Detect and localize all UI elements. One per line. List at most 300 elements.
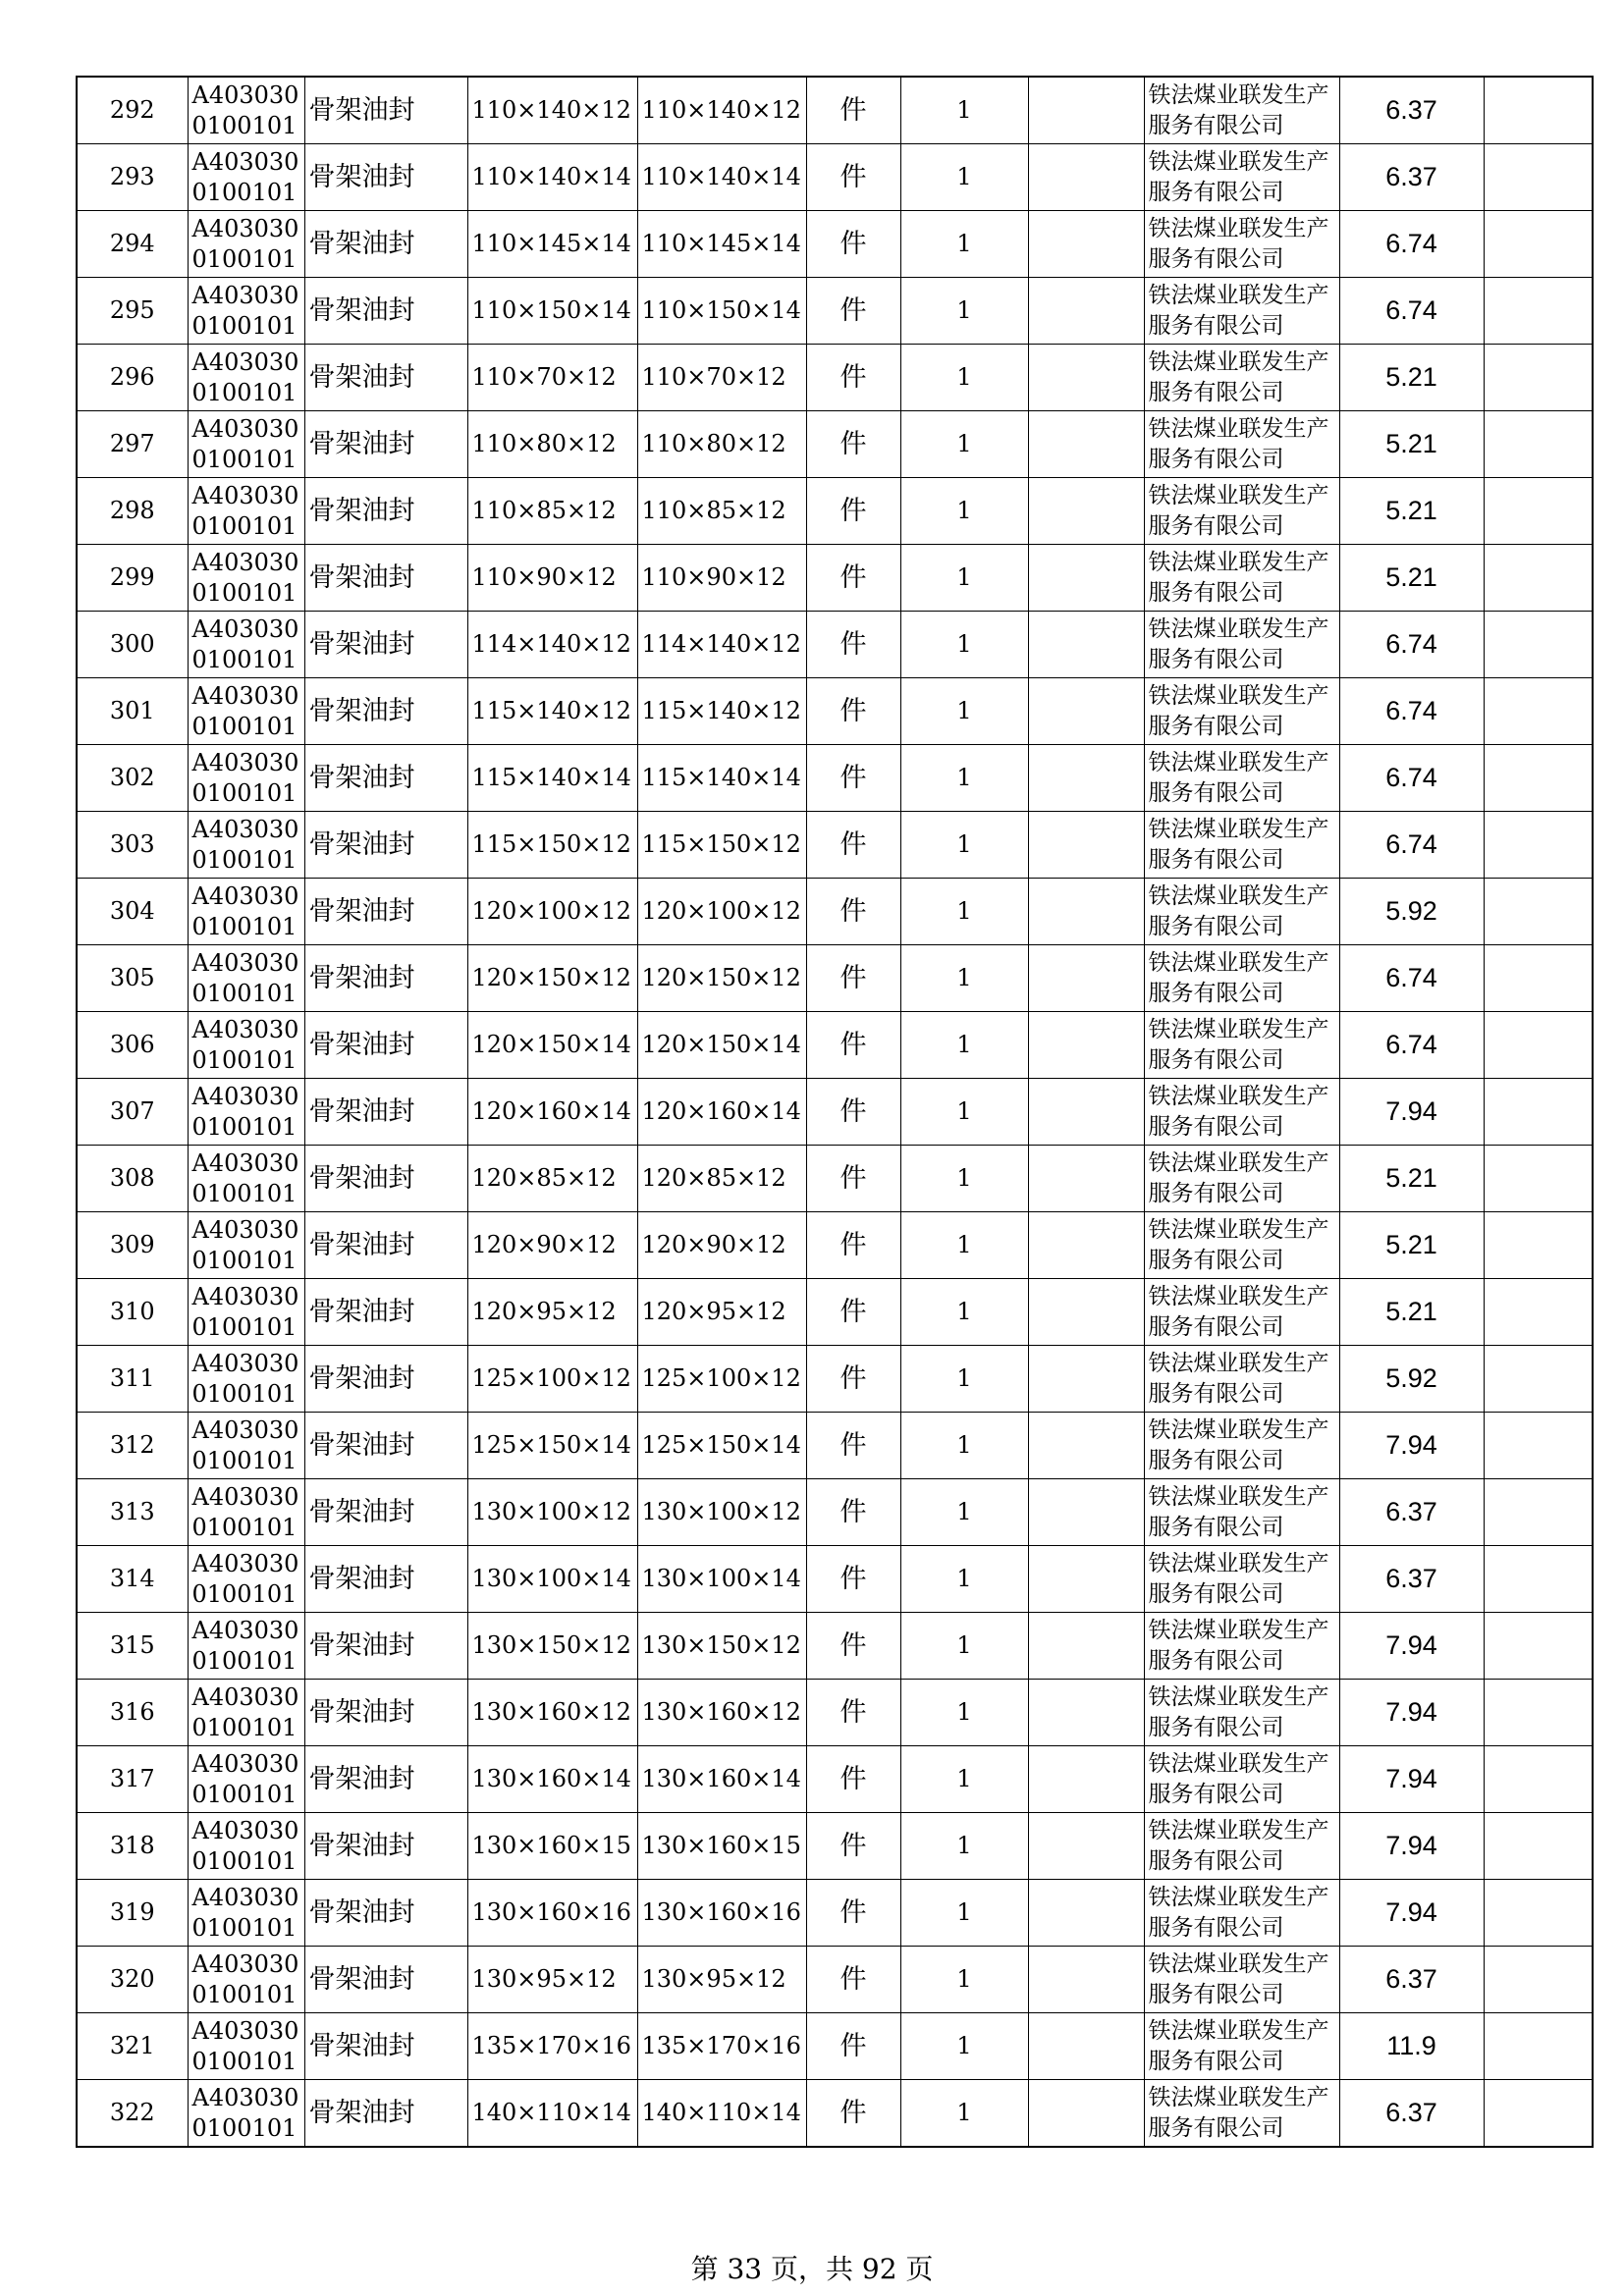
extra-cell bbox=[1484, 1146, 1593, 1212]
row-number-cell: 311 bbox=[77, 1346, 188, 1413]
table-row bbox=[77, 1346, 1593, 1413]
material-name-cell: 骨架油封 bbox=[304, 678, 467, 745]
specification-cell: 110×85×12 bbox=[467, 478, 637, 545]
row-number-cell: 293 bbox=[77, 144, 188, 211]
vendor-cell: 铁法煤业联发生产服务有限公司 bbox=[1144, 1346, 1339, 1413]
specification-cell: 114×140×12 bbox=[467, 612, 637, 678]
model-cell: 120×150×12 bbox=[637, 945, 806, 1012]
unit-cell: 件 bbox=[806, 1279, 900, 1346]
extra-cell bbox=[1484, 278, 1593, 345]
model-cell: 120×90×12 bbox=[637, 1212, 806, 1279]
model-cell: 110×70×12 bbox=[637, 345, 806, 411]
quantity-cell: 1 bbox=[900, 77, 1028, 144]
vendor-cell: 铁法煤业联发生产服务有限公司 bbox=[1144, 945, 1339, 1012]
vendor-cell: 铁法煤业联发生产服务有限公司 bbox=[1144, 1947, 1339, 2013]
model-cell: 120×100×12 bbox=[637, 879, 806, 945]
unit-price-cell: 7.94 bbox=[1339, 1746, 1484, 1813]
extra-cell bbox=[1484, 1413, 1593, 1479]
model-cell: 110×140×14 bbox=[637, 144, 806, 211]
table-row bbox=[77, 1746, 1593, 1813]
model-cell: 114×140×12 bbox=[637, 612, 806, 678]
extra-cell bbox=[1484, 745, 1593, 812]
row-number-cell: 300 bbox=[77, 612, 188, 678]
extra-cell bbox=[1484, 1012, 1593, 1079]
table-row bbox=[77, 1212, 1593, 1279]
table-row bbox=[77, 1813, 1593, 1880]
table-row bbox=[77, 1880, 1593, 1947]
material-code-cell: A4030300100101 bbox=[188, 345, 304, 411]
vendor-cell: 铁法煤业联发生产服务有限公司 bbox=[1144, 745, 1339, 812]
material-name-cell: 骨架油封 bbox=[304, 1146, 467, 1212]
material-code-cell: A4030300100101 bbox=[188, 879, 304, 945]
row-number-cell: 303 bbox=[77, 812, 188, 879]
vendor-cell: 铁法煤业联发生产服务有限公司 bbox=[1144, 345, 1339, 411]
quantity-cell: 1 bbox=[900, 478, 1028, 545]
table-row bbox=[77, 945, 1593, 1012]
material-code-cell: A4030300100101 bbox=[188, 278, 304, 345]
extra-cell bbox=[1484, 1079, 1593, 1146]
model-cell: 110×80×12 bbox=[637, 411, 806, 478]
unit-cell: 件 bbox=[806, 612, 900, 678]
unit-price-cell: 5.21 bbox=[1339, 411, 1484, 478]
model-cell: 120×150×14 bbox=[637, 1012, 806, 1079]
material-code-cell: A4030300100101 bbox=[188, 1479, 304, 1546]
extra-cell bbox=[1484, 612, 1593, 678]
specification-cell: 110×80×12 bbox=[467, 411, 637, 478]
specification-cell: 110×90×12 bbox=[467, 545, 637, 612]
row-number-cell: 302 bbox=[77, 745, 188, 812]
specification-cell: 120×90×12 bbox=[467, 1212, 637, 1279]
vendor-cell: 铁法煤业联发生产服务有限公司 bbox=[1144, 1279, 1339, 1346]
remark-cell bbox=[1028, 1680, 1144, 1746]
page-footer: 第 33 页，共 92 页 bbox=[690, 2253, 934, 2285]
remark-cell bbox=[1028, 1146, 1144, 1212]
model-cell: 110×90×12 bbox=[637, 545, 806, 612]
material-code-cell: A4030300100101 bbox=[188, 1680, 304, 1746]
model-cell: 120×85×12 bbox=[637, 1146, 806, 1212]
vendor-cell: 铁法煤业联发生产服务有限公司 bbox=[1144, 612, 1339, 678]
remark-cell bbox=[1028, 345, 1144, 411]
unit-price-cell: 5.21 bbox=[1339, 478, 1484, 545]
unit-price-cell: 5.21 bbox=[1339, 1279, 1484, 1346]
table-row bbox=[77, 1146, 1593, 1212]
vendor-cell: 铁法煤业联发生产服务有限公司 bbox=[1144, 1546, 1339, 1613]
model-cell: 115×140×12 bbox=[637, 678, 806, 745]
row-number-cell: 298 bbox=[77, 478, 188, 545]
unit-price-cell: 5.92 bbox=[1339, 879, 1484, 945]
material-name-cell: 骨架油封 bbox=[304, 1012, 467, 1079]
unit-cell: 件 bbox=[806, 345, 900, 411]
row-number-cell: 296 bbox=[77, 345, 188, 411]
unit-price-cell: 7.94 bbox=[1339, 1079, 1484, 1146]
vendor-cell: 铁法煤业联发生产服务有限公司 bbox=[1144, 1880, 1339, 1947]
row-number-cell: 292 bbox=[77, 77, 188, 144]
material-code-cell: A4030300100101 bbox=[188, 1613, 304, 1680]
row-number-cell: 315 bbox=[77, 1613, 188, 1680]
table-body bbox=[77, 77, 1593, 2147]
unit-cell: 件 bbox=[806, 545, 900, 612]
material-code-cell: A4030300100101 bbox=[188, 411, 304, 478]
extra-cell bbox=[1484, 1346, 1593, 1413]
remark-cell bbox=[1028, 1212, 1144, 1279]
quantity-cell: 1 bbox=[900, 1212, 1028, 1279]
specification-cell: 120×95×12 bbox=[467, 1279, 637, 1346]
material-name-cell: 骨架油封 bbox=[304, 144, 467, 211]
material-code-cell: A4030300100101 bbox=[188, 1079, 304, 1146]
material-code-cell: A4030300100101 bbox=[188, 545, 304, 612]
unit-cell: 件 bbox=[806, 1613, 900, 1680]
specification-cell: 110×140×12 bbox=[467, 77, 637, 144]
table-row bbox=[77, 678, 1593, 745]
unit-cell: 件 bbox=[806, 812, 900, 879]
remark-cell bbox=[1028, 211, 1144, 278]
vendor-cell: 铁法煤业联发生产服务有限公司 bbox=[1144, 812, 1339, 879]
remark-cell bbox=[1028, 2013, 1144, 2080]
model-cell: 120×95×12 bbox=[637, 1279, 806, 1346]
table-row bbox=[77, 478, 1593, 545]
material-code-cell: A4030300100101 bbox=[188, 1146, 304, 1212]
remark-cell bbox=[1028, 678, 1144, 745]
model-cell: 130×160×16 bbox=[637, 1880, 806, 1947]
row-number-cell: 308 bbox=[77, 1146, 188, 1212]
specification-cell: 115×140×14 bbox=[467, 745, 637, 812]
row-number-cell: 319 bbox=[77, 1880, 188, 1947]
vendor-cell: 铁法煤业联发生产服务有限公司 bbox=[1144, 278, 1339, 345]
unit-cell: 件 bbox=[806, 1012, 900, 1079]
vendor-cell: 铁法煤业联发生产服务有限公司 bbox=[1144, 411, 1339, 478]
unit-cell: 件 bbox=[806, 945, 900, 1012]
quantity-cell: 1 bbox=[900, 879, 1028, 945]
vendor-cell: 铁法煤业联发生产服务有限公司 bbox=[1144, 2013, 1339, 2080]
row-number-cell: 322 bbox=[77, 2080, 188, 2148]
unit-price-cell: 5.21 bbox=[1339, 1212, 1484, 1279]
remark-cell bbox=[1028, 612, 1144, 678]
extra-cell bbox=[1484, 1680, 1593, 1746]
material-code-cell: A4030300100101 bbox=[188, 77, 304, 144]
unit-price-cell: 6.37 bbox=[1339, 1947, 1484, 2013]
specification-cell: 120×85×12 bbox=[467, 1146, 637, 1212]
remark-cell bbox=[1028, 2080, 1144, 2148]
model-cell: 120×160×14 bbox=[637, 1079, 806, 1146]
specification-cell: 120×150×14 bbox=[467, 1012, 637, 1079]
extra-cell bbox=[1484, 411, 1593, 478]
material-code-cell: A4030300100101 bbox=[188, 745, 304, 812]
quantity-cell: 1 bbox=[900, 1079, 1028, 1146]
remark-cell bbox=[1028, 1413, 1144, 1479]
row-number-cell: 297 bbox=[77, 411, 188, 478]
table-row bbox=[77, 2013, 1593, 2080]
unit-cell: 件 bbox=[806, 1546, 900, 1613]
quantity-cell: 1 bbox=[900, 1146, 1028, 1212]
remark-cell bbox=[1028, 1613, 1144, 1680]
model-cell: 130×100×12 bbox=[637, 1479, 806, 1546]
model-cell: 130×160×14 bbox=[637, 1746, 806, 1813]
quantity-cell: 1 bbox=[900, 1613, 1028, 1680]
material-name-cell: 骨架油封 bbox=[304, 345, 467, 411]
model-cell: 125×150×14 bbox=[637, 1413, 806, 1479]
model-cell: 110×85×12 bbox=[637, 478, 806, 545]
unit-price-cell: 6.74 bbox=[1339, 1012, 1484, 1079]
unit-cell: 件 bbox=[806, 478, 900, 545]
unit-cell: 件 bbox=[806, 144, 900, 211]
table-row bbox=[77, 211, 1593, 278]
material-name-cell: 骨架油封 bbox=[304, 1746, 467, 1813]
remark-cell bbox=[1028, 1947, 1144, 2013]
unit-cell: 件 bbox=[806, 879, 900, 945]
remark-cell bbox=[1028, 1479, 1144, 1546]
unit-cell: 件 bbox=[806, 1479, 900, 1546]
extra-cell bbox=[1484, 1947, 1593, 2013]
vendor-cell: 铁法煤业联发生产服务有限公司 bbox=[1144, 211, 1339, 278]
model-cell: 130×160×15 bbox=[637, 1813, 806, 1880]
model-cell: 140×110×14 bbox=[637, 2080, 806, 2148]
unit-cell: 件 bbox=[806, 1813, 900, 1880]
remark-cell bbox=[1028, 77, 1144, 144]
table-row bbox=[77, 612, 1593, 678]
unit-price-cell: 6.74 bbox=[1339, 745, 1484, 812]
extra-cell bbox=[1484, 1479, 1593, 1546]
quantity-cell: 1 bbox=[900, 211, 1028, 278]
quantity-cell: 1 bbox=[900, 545, 1028, 612]
specification-cell: 130×150×12 bbox=[467, 1613, 637, 1680]
unit-cell: 件 bbox=[806, 1212, 900, 1279]
specification-cell: 130×160×12 bbox=[467, 1680, 637, 1746]
material-name-cell: 骨架油封 bbox=[304, 1813, 467, 1880]
unit-cell: 件 bbox=[806, 1346, 900, 1413]
remark-cell bbox=[1028, 1746, 1144, 1813]
unit-cell: 件 bbox=[806, 1413, 900, 1479]
unit-price-cell: 6.74 bbox=[1339, 278, 1484, 345]
vendor-cell: 铁法煤业联发生产服务有限公司 bbox=[1144, 1012, 1339, 1079]
material-name-cell: 骨架油封 bbox=[304, 2013, 467, 2080]
quantity-cell: 1 bbox=[900, 1947, 1028, 2013]
table-row bbox=[77, 77, 1593, 144]
specification-cell: 130×95×12 bbox=[467, 1947, 637, 2013]
specification-cell: 110×140×14 bbox=[467, 144, 637, 211]
specification-cell: 110×70×12 bbox=[467, 345, 637, 411]
material-code-cell: A4030300100101 bbox=[188, 144, 304, 211]
unit-cell: 件 bbox=[806, 2080, 900, 2148]
unit-price-cell: 6.37 bbox=[1339, 2080, 1484, 2148]
row-number-cell: 295 bbox=[77, 278, 188, 345]
unit-cell: 件 bbox=[806, 1947, 900, 2013]
extra-cell bbox=[1484, 1880, 1593, 1947]
specification-cell: 120×150×12 bbox=[467, 945, 637, 1012]
table-row bbox=[77, 1413, 1593, 1479]
specification-cell: 110×150×14 bbox=[467, 278, 637, 345]
vendor-cell: 铁法煤业联发生产服务有限公司 bbox=[1144, 678, 1339, 745]
extra-cell bbox=[1484, 2013, 1593, 2080]
remark-cell bbox=[1028, 945, 1144, 1012]
extra-cell bbox=[1484, 1546, 1593, 1613]
material-name-cell: 骨架油封 bbox=[304, 1880, 467, 1947]
specification-cell: 130×160×15 bbox=[467, 1813, 637, 1880]
remark-cell bbox=[1028, 812, 1144, 879]
quantity-cell: 1 bbox=[900, 1546, 1028, 1613]
table-row bbox=[77, 1680, 1593, 1746]
remark-cell bbox=[1028, 278, 1144, 345]
quantity-cell: 1 bbox=[900, 345, 1028, 411]
table-row bbox=[77, 745, 1593, 812]
material-code-cell: A4030300100101 bbox=[188, 1012, 304, 1079]
quantity-cell: 1 bbox=[900, 2013, 1028, 2080]
row-number-cell: 299 bbox=[77, 545, 188, 612]
quantity-cell: 1 bbox=[900, 1012, 1028, 1079]
row-number-cell: 320 bbox=[77, 1947, 188, 2013]
unit-price-cell: 6.37 bbox=[1339, 77, 1484, 144]
quantity-cell: 1 bbox=[900, 678, 1028, 745]
unit-price-cell: 5.21 bbox=[1339, 545, 1484, 612]
quantity-cell: 1 bbox=[900, 1880, 1028, 1947]
row-number-cell: 307 bbox=[77, 1079, 188, 1146]
model-cell: 130×160×12 bbox=[637, 1680, 806, 1746]
specification-cell: 110×145×14 bbox=[467, 211, 637, 278]
material-code-cell: A4030300100101 bbox=[188, 612, 304, 678]
unit-cell: 件 bbox=[806, 1880, 900, 1947]
specification-cell: 130×160×16 bbox=[467, 1880, 637, 1947]
material-name-cell: 骨架油封 bbox=[304, 1346, 467, 1413]
specification-cell: 130×100×14 bbox=[467, 1546, 637, 1613]
vendor-cell: 铁法煤业联发生产服务有限公司 bbox=[1144, 879, 1339, 945]
vendor-cell: 铁法煤业联发生产服务有限公司 bbox=[1144, 1413, 1339, 1479]
table-row bbox=[77, 345, 1593, 411]
row-number-cell: 318 bbox=[77, 1813, 188, 1880]
material-code-cell: A4030300100101 bbox=[188, 1813, 304, 1880]
specification-cell: 115×150×12 bbox=[467, 812, 637, 879]
unit-price-cell: 6.74 bbox=[1339, 612, 1484, 678]
vendor-cell: 铁法煤业联发生产服务有限公司 bbox=[1144, 545, 1339, 612]
remark-cell bbox=[1028, 745, 1144, 812]
material-name-cell: 骨架油封 bbox=[304, 1479, 467, 1546]
material-name-cell: 骨架油封 bbox=[304, 411, 467, 478]
unit-price-cell: 7.94 bbox=[1339, 1413, 1484, 1479]
quantity-cell: 1 bbox=[900, 1680, 1028, 1746]
material-name-cell: 骨架油封 bbox=[304, 211, 467, 278]
specification-cell: 120×100×12 bbox=[467, 879, 637, 945]
material-code-cell: A4030300100101 bbox=[188, 2080, 304, 2148]
unit-cell: 件 bbox=[806, 2013, 900, 2080]
quantity-cell: 1 bbox=[900, 1479, 1028, 1546]
unit-cell: 件 bbox=[806, 1746, 900, 1813]
material-name-cell: 骨架油封 bbox=[304, 2080, 467, 2148]
material-code-cell: A4030300100101 bbox=[188, 1880, 304, 1947]
material-name-cell: 骨架油封 bbox=[304, 1279, 467, 1346]
material-code-cell: A4030300100101 bbox=[188, 1546, 304, 1613]
vendor-cell: 铁法煤业联发生产服务有限公司 bbox=[1144, 1479, 1339, 1546]
model-cell: 110×150×14 bbox=[637, 278, 806, 345]
material-name-cell: 骨架油封 bbox=[304, 77, 467, 144]
material-name-cell: 骨架油封 bbox=[304, 1546, 467, 1613]
extra-cell bbox=[1484, 1813, 1593, 1880]
unit-cell: 件 bbox=[806, 1146, 900, 1212]
quantity-cell: 1 bbox=[900, 612, 1028, 678]
unit-price-cell: 6.37 bbox=[1339, 144, 1484, 211]
quantity-cell: 1 bbox=[900, 1746, 1028, 1813]
unit-price-cell: 6.74 bbox=[1339, 812, 1484, 879]
unit-cell: 件 bbox=[806, 678, 900, 745]
unit-price-cell: 5.21 bbox=[1339, 345, 1484, 411]
quantity-cell: 1 bbox=[900, 1813, 1028, 1880]
remark-cell bbox=[1028, 1079, 1144, 1146]
row-number-cell: 305 bbox=[77, 945, 188, 1012]
vendor-cell: 铁法煤业联发生产服务有限公司 bbox=[1144, 1212, 1339, 1279]
vendor-cell: 铁法煤业联发生产服务有限公司 bbox=[1144, 1079, 1339, 1146]
unit-price-cell: 6.37 bbox=[1339, 1546, 1484, 1613]
unit-price-cell: 6.74 bbox=[1339, 945, 1484, 1012]
vendor-cell: 铁法煤业联发生产服务有限公司 bbox=[1144, 1746, 1339, 1813]
table-row bbox=[77, 1479, 1593, 1546]
material-code-cell: A4030300100101 bbox=[188, 2013, 304, 2080]
table-row bbox=[77, 1613, 1593, 1680]
material-name-cell: 骨架油封 bbox=[304, 945, 467, 1012]
material-code-cell: A4030300100101 bbox=[188, 1346, 304, 1413]
extra-cell bbox=[1484, 879, 1593, 945]
model-cell: 110×140×12 bbox=[637, 77, 806, 144]
vendor-cell: 铁法煤业联发生产服务有限公司 bbox=[1144, 1813, 1339, 1880]
material-name-cell: 骨架油封 bbox=[304, 278, 467, 345]
vendor-cell: 铁法煤业联发生产服务有限公司 bbox=[1144, 1613, 1339, 1680]
specification-cell: 130×160×14 bbox=[467, 1746, 637, 1813]
model-cell: 115×140×14 bbox=[637, 745, 806, 812]
vendor-cell: 铁法煤业联发生产服务有限公司 bbox=[1144, 1146, 1339, 1212]
table-row bbox=[77, 1279, 1593, 1346]
material-name-cell: 骨架油封 bbox=[304, 745, 467, 812]
material-code-cell: A4030300100101 bbox=[188, 812, 304, 879]
remark-cell bbox=[1028, 411, 1144, 478]
specification-cell: 125×100×12 bbox=[467, 1346, 637, 1413]
model-cell: 130×100×14 bbox=[637, 1546, 806, 1613]
vendor-cell: 铁法煤业联发生产服务有限公司 bbox=[1144, 144, 1339, 211]
vendor-cell: 铁法煤业联发生产服务有限公司 bbox=[1144, 1680, 1339, 1746]
material-code-cell: A4030300100101 bbox=[188, 1947, 304, 2013]
row-number-cell: 312 bbox=[77, 1413, 188, 1479]
material-name-cell: 骨架油封 bbox=[304, 1947, 467, 2013]
material-name-cell: 骨架油封 bbox=[304, 879, 467, 945]
table-row bbox=[77, 812, 1593, 879]
quantity-cell: 1 bbox=[900, 278, 1028, 345]
vendor-cell: 铁法煤业联发生产服务有限公司 bbox=[1144, 478, 1339, 545]
unit-cell: 件 bbox=[806, 278, 900, 345]
row-number-cell: 310 bbox=[77, 1279, 188, 1346]
specification-cell: 140×110×14 bbox=[467, 2080, 637, 2148]
remark-cell bbox=[1028, 1813, 1144, 1880]
material-code-cell: A4030300100101 bbox=[188, 211, 304, 278]
extra-cell bbox=[1484, 812, 1593, 879]
specification-cell: 135×170×16 bbox=[467, 2013, 637, 2080]
specification-cell: 125×150×14 bbox=[467, 1413, 637, 1479]
extra-cell bbox=[1484, 77, 1593, 144]
row-number-cell: 304 bbox=[77, 879, 188, 945]
table-row bbox=[77, 545, 1593, 612]
remark-cell bbox=[1028, 144, 1144, 211]
model-cell: 130×150×12 bbox=[637, 1613, 806, 1680]
material-name-cell: 骨架油封 bbox=[304, 1680, 467, 1746]
model-cell: 110×145×14 bbox=[637, 211, 806, 278]
specification-cell: 130×100×12 bbox=[467, 1479, 637, 1546]
specification-cell: 115×140×12 bbox=[467, 678, 637, 745]
table-row bbox=[77, 2080, 1593, 2148]
unit-cell: 件 bbox=[806, 211, 900, 278]
unit-price-cell: 5.92 bbox=[1339, 1346, 1484, 1413]
material-name-cell: 骨架油封 bbox=[304, 545, 467, 612]
quantity-cell: 1 bbox=[900, 745, 1028, 812]
row-number-cell: 294 bbox=[77, 211, 188, 278]
table-row bbox=[77, 278, 1593, 345]
specification-cell: 120×160×14 bbox=[467, 1079, 637, 1146]
quantity-cell: 1 bbox=[900, 2080, 1028, 2148]
quantity-cell: 1 bbox=[900, 411, 1028, 478]
unit-cell: 件 bbox=[806, 1079, 900, 1146]
